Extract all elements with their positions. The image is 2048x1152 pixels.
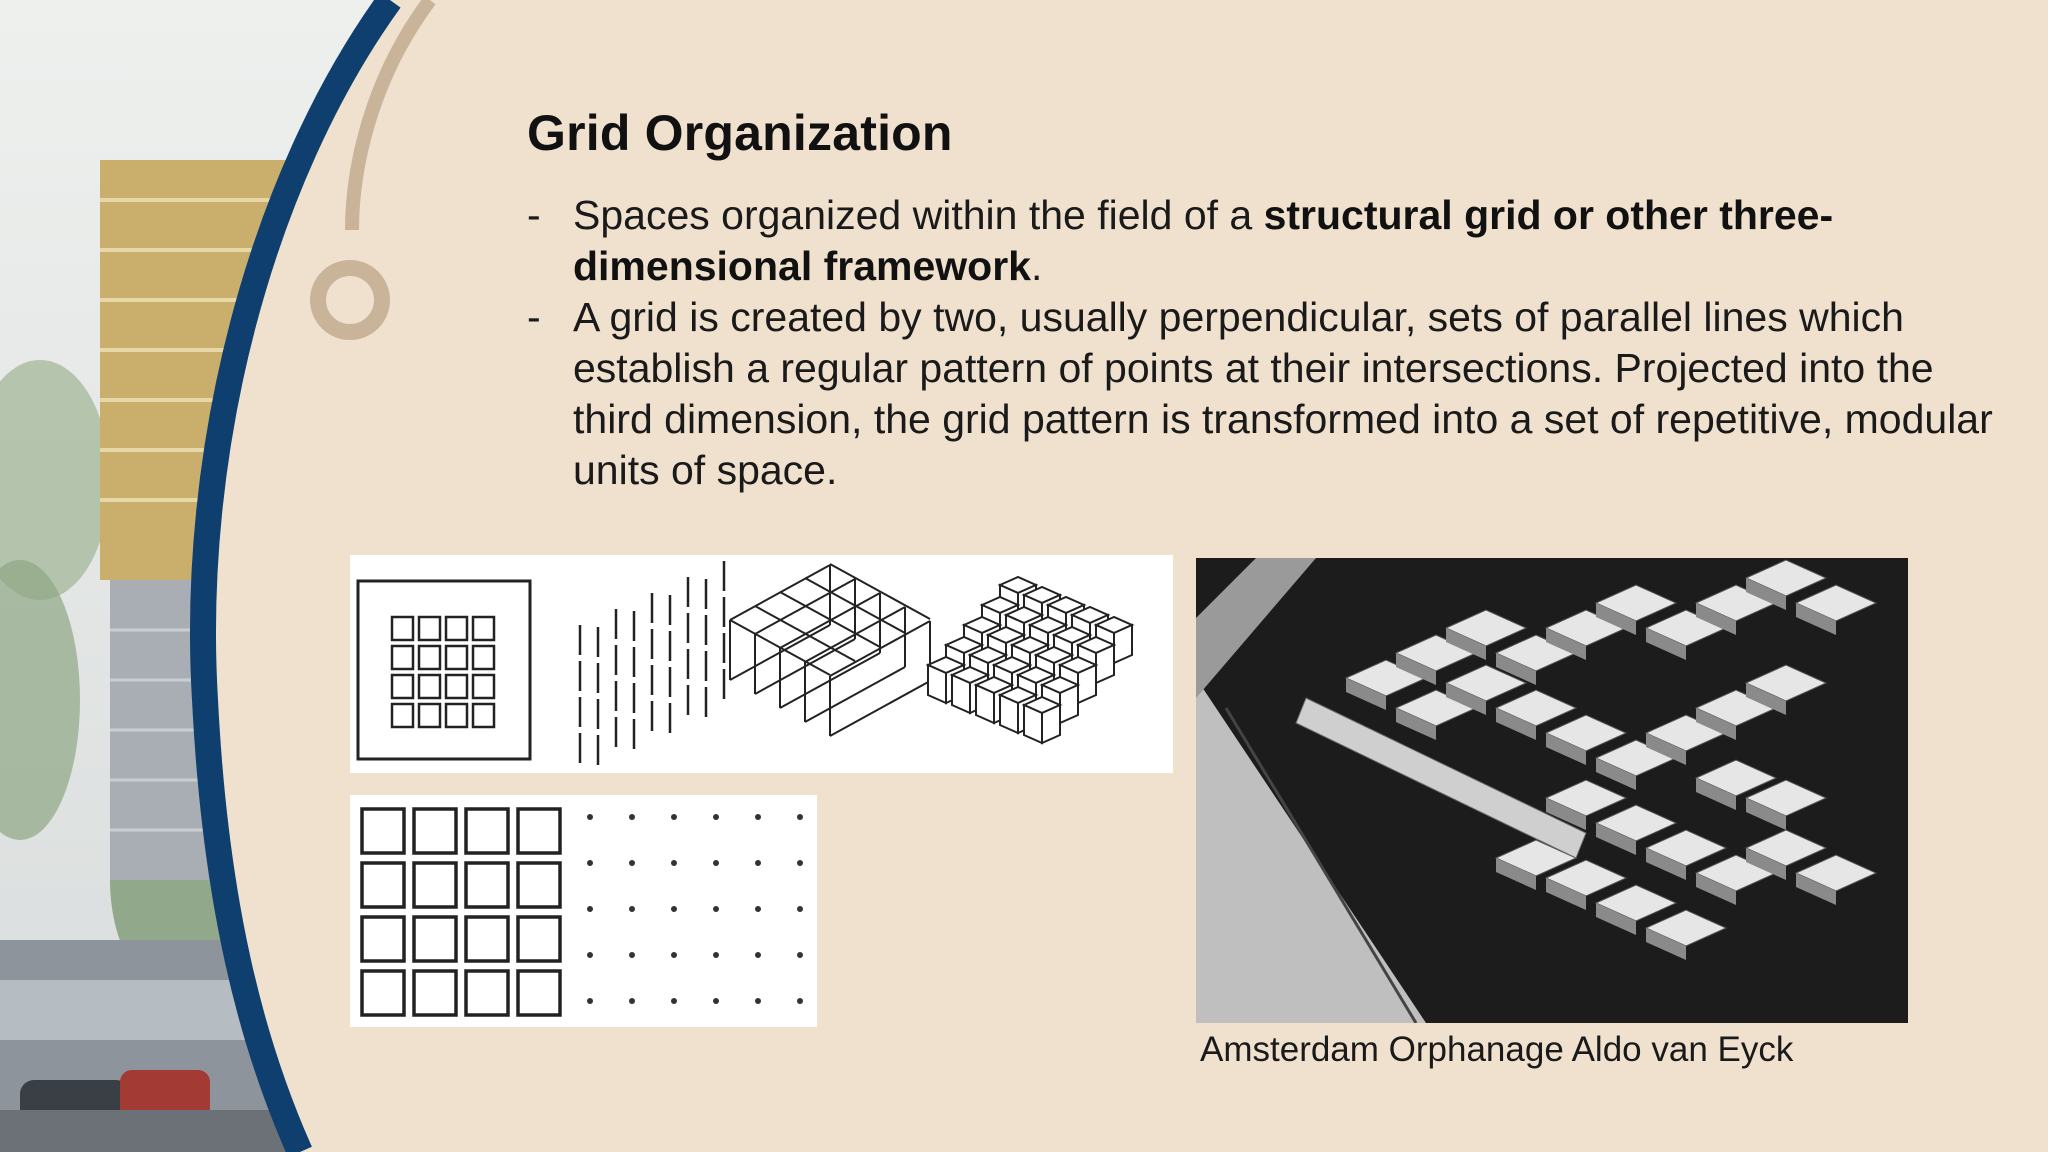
- plan-cell: [392, 646, 413, 669]
- grid-square: [362, 971, 404, 1015]
- grid-dot: [587, 906, 593, 912]
- bullet-2-text: A grid is created by two, usually perpendicular, sets of parallel lines which establish a regular pattern of points at their intersections. Projected into the third dimension, the grid pattern is transformed into a set of repetitive, modular units of space.: [573, 294, 1993, 493]
- plan-cell: [419, 675, 440, 698]
- frame-line: [805, 667, 905, 722]
- bullet-dash: -: [527, 294, 541, 340]
- grid-dot: [755, 860, 761, 866]
- grid-square: [362, 809, 404, 853]
- plan-cell: [446, 646, 467, 669]
- bullet-dash: -: [527, 192, 541, 238]
- grid-square: [466, 863, 508, 907]
- bullet-1: [527, 190, 1997, 292]
- grid-dot: [713, 906, 719, 912]
- grid-dot: [797, 998, 803, 1004]
- grid-dot: [671, 860, 677, 866]
- grid-square: [414, 809, 456, 853]
- grid-square: [414, 863, 456, 907]
- grid-square: [466, 971, 508, 1015]
- plan-cell: [446, 675, 467, 698]
- grid-square: [518, 809, 560, 853]
- grid-square: [362, 863, 404, 907]
- plan-cell: [392, 617, 413, 640]
- grid-dot: [671, 952, 677, 958]
- plan-cell: [473, 675, 494, 698]
- plan-cell: [419, 617, 440, 640]
- grid-square: [466, 917, 508, 961]
- parallel-lines-figure: [580, 561, 724, 765]
- photo-caption: Amsterdam Orphanage Aldo van Eyck: [1200, 1030, 1794, 1069]
- isometric-frame-figure: [730, 564, 930, 736]
- plan-cell: [446, 617, 467, 640]
- bullet-1-period: .: [1030, 243, 1043, 289]
- plan-cell: [473, 704, 494, 727]
- grid-dot: [755, 906, 761, 912]
- orphanage-aerial-drawing: [1196, 558, 1908, 1023]
- grid-dot: [713, 998, 719, 1004]
- grid-dot: [629, 998, 635, 1004]
- grid-dot: [713, 952, 719, 958]
- plan-cell: [473, 617, 494, 640]
- grid-dot: [755, 814, 761, 820]
- grid-square: [518, 971, 560, 1015]
- slide-title: Grid Organization: [527, 105, 953, 161]
- plan-cell: [392, 704, 413, 727]
- square-grid-figure: [362, 809, 560, 1015]
- grid-square: [362, 917, 404, 961]
- grid-dot: [797, 814, 803, 820]
- plan-cell: [473, 646, 494, 669]
- grid-dot: [797, 952, 803, 958]
- grid-dot: [671, 814, 677, 820]
- grid-dot: [755, 998, 761, 1004]
- grid-dot: [629, 814, 635, 820]
- grid-dot: [587, 814, 593, 820]
- bullet-list: [527, 190, 1997, 496]
- bullet-2: [527, 292, 1997, 496]
- grid-dot: [587, 952, 593, 958]
- frame-line: [830, 681, 930, 736]
- grid-dot: [671, 998, 677, 1004]
- plan-cell: [419, 704, 440, 727]
- grid-dot: [587, 998, 593, 1004]
- modular-units-figure: [928, 577, 1132, 743]
- grid-dot: [797, 906, 803, 912]
- grid-dot: [755, 952, 761, 958]
- grid-square: [466, 809, 508, 853]
- grid-square: [414, 917, 456, 961]
- grid-dot: [629, 906, 635, 912]
- grid-dot: [629, 952, 635, 958]
- grid-diagrams-top: [350, 555, 1173, 773]
- grid-dot: [713, 814, 719, 820]
- grid-dot: [713, 860, 719, 866]
- grid-dot: [671, 906, 677, 912]
- plan-cell: [446, 704, 467, 727]
- plan-cell: [419, 646, 440, 669]
- grid-diagrams-top-drawing: [350, 555, 1173, 773]
- grid-dot: [629, 860, 635, 866]
- grid-dot: [797, 860, 803, 866]
- bullet-1-emphasis: structural grid or other three-dimensional framework: [573, 192, 1834, 289]
- grid-dot: [587, 860, 593, 866]
- dot-grid-figure: [587, 814, 803, 1004]
- grid-diagrams-bottom-drawing: [350, 795, 817, 1027]
- bullet-1-text: Spaces organized within the field of a: [573, 192, 1264, 238]
- grid-diagrams-bottom: [350, 795, 817, 1027]
- grid-square: [414, 971, 456, 1015]
- grid-square: [518, 863, 560, 907]
- orphanage-aerial-photo: [1196, 558, 1908, 1023]
- grid-square: [518, 917, 560, 961]
- plan-grid-figure: [358, 581, 530, 759]
- plan-cell: [392, 675, 413, 698]
